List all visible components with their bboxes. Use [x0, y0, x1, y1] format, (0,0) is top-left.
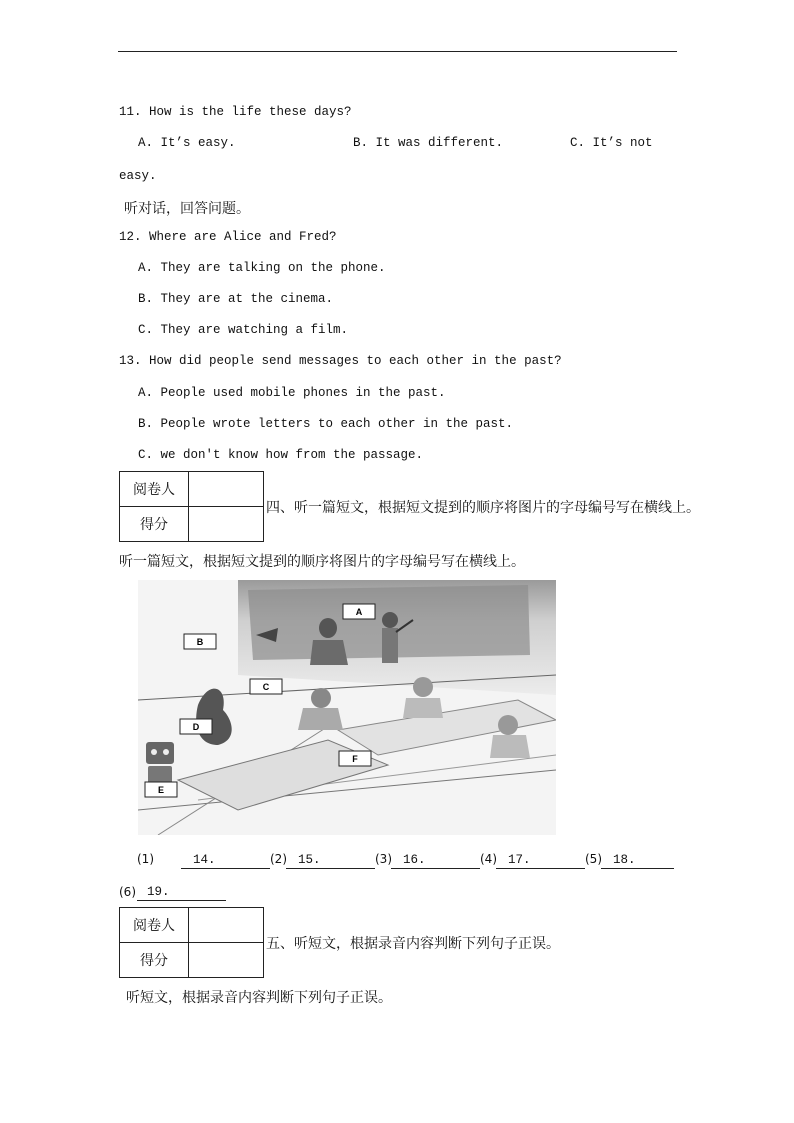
answer-number-14: 14. — [193, 853, 216, 867]
q11-option-b: B. It was different. — [353, 136, 504, 150]
dialogue-instruction: 听对话，回答问题。 — [124, 201, 250, 217]
picture-label-b: B — [196, 637, 204, 647]
answer-marker-3: (3) — [375, 852, 392, 866]
score-table-section4 — [119, 471, 264, 542]
score-cell[interactable] — [189, 943, 264, 978]
answer-number-15: 15. — [298, 853, 321, 867]
answer-marker-1: (1) — [137, 852, 154, 866]
score-cell[interactable] — [189, 507, 264, 542]
score-table-section5 — [119, 907, 264, 978]
q13-option-a: A. People used mobile phones in the past. — [138, 386, 446, 400]
section5-heading: 五、听短文，根据录音内容判断下列句子正误。 — [266, 936, 560, 952]
answer-number-19: 19. — [147, 885, 170, 899]
q12-option-c: C. They are watching a film. — [138, 323, 349, 337]
picture-label-a: A — [355, 607, 363, 617]
q13-option-c: C. we don't know how from the passage. — [138, 448, 424, 462]
q13-option-b: B. People wrote letters to each other in the past. — [138, 417, 514, 431]
q13-question: 13. How did people send messages to each other in the past? — [119, 354, 562, 368]
grader-cell[interactable] — [189, 908, 264, 943]
score-label: 得分 — [120, 943, 189, 978]
grader-label: 阅卷人 — [120, 472, 189, 507]
answer-blank-16[interactable] — [391, 853, 480, 869]
answer-blank-15[interactable] — [286, 853, 375, 869]
q12-option-a: A. They are talking on the phone. — [138, 261, 386, 275]
answer-blank-18[interactable] — [601, 853, 674, 869]
classroom-sketch — [138, 580, 556, 835]
q11-option-c-cont: easy. — [119, 169, 157, 183]
picture-label-c: C — [262, 682, 270, 692]
score-label: 得分 — [120, 507, 189, 542]
answer-blank-19[interactable] — [137, 885, 226, 901]
answer-blank-17[interactable] — [496, 853, 585, 869]
section4-heading: 四、听一篇短文，根据短文提到的顺序将图片的字母编号写在横线上。 — [266, 500, 700, 516]
classroom-picture — [138, 580, 556, 835]
answer-marker-5: (5) — [585, 852, 602, 866]
q12-option-b: B. They are at the cinema. — [138, 292, 334, 306]
grader-label: 阅卷人 — [120, 908, 189, 943]
picture-label-d: D — [192, 722, 200, 732]
answer-number-16: 16. — [403, 853, 426, 867]
header-rule — [118, 51, 677, 52]
answer-marker-4: (4) — [480, 852, 497, 866]
q11-option-c: C. It’s not — [570, 136, 653, 150]
answer-marker-6: (6) — [119, 885, 136, 899]
q12-question: 12. Where are Alice and Fred? — [119, 230, 337, 244]
section4-instruction: 听一篇短文，根据短文提到的顺序将图片的字母编号写在横线上。 — [119, 554, 525, 570]
answer-number-18: 18. — [613, 853, 636, 867]
q11-question: 11. How is the life these days? — [119, 105, 352, 119]
q11-option-a: A. It’s easy. — [138, 136, 236, 150]
answer-marker-2: (2) — [270, 852, 287, 866]
picture-label-e: E — [157, 785, 165, 795]
grader-cell[interactable] — [189, 472, 264, 507]
answer-number-17: 17. — [508, 853, 531, 867]
picture-label-f: F — [352, 754, 358, 764]
answer-blank-14[interactable] — [181, 853, 270, 869]
section5-instruction: 听短文，根据录音内容判断下列句子正误。 — [126, 990, 392, 1006]
